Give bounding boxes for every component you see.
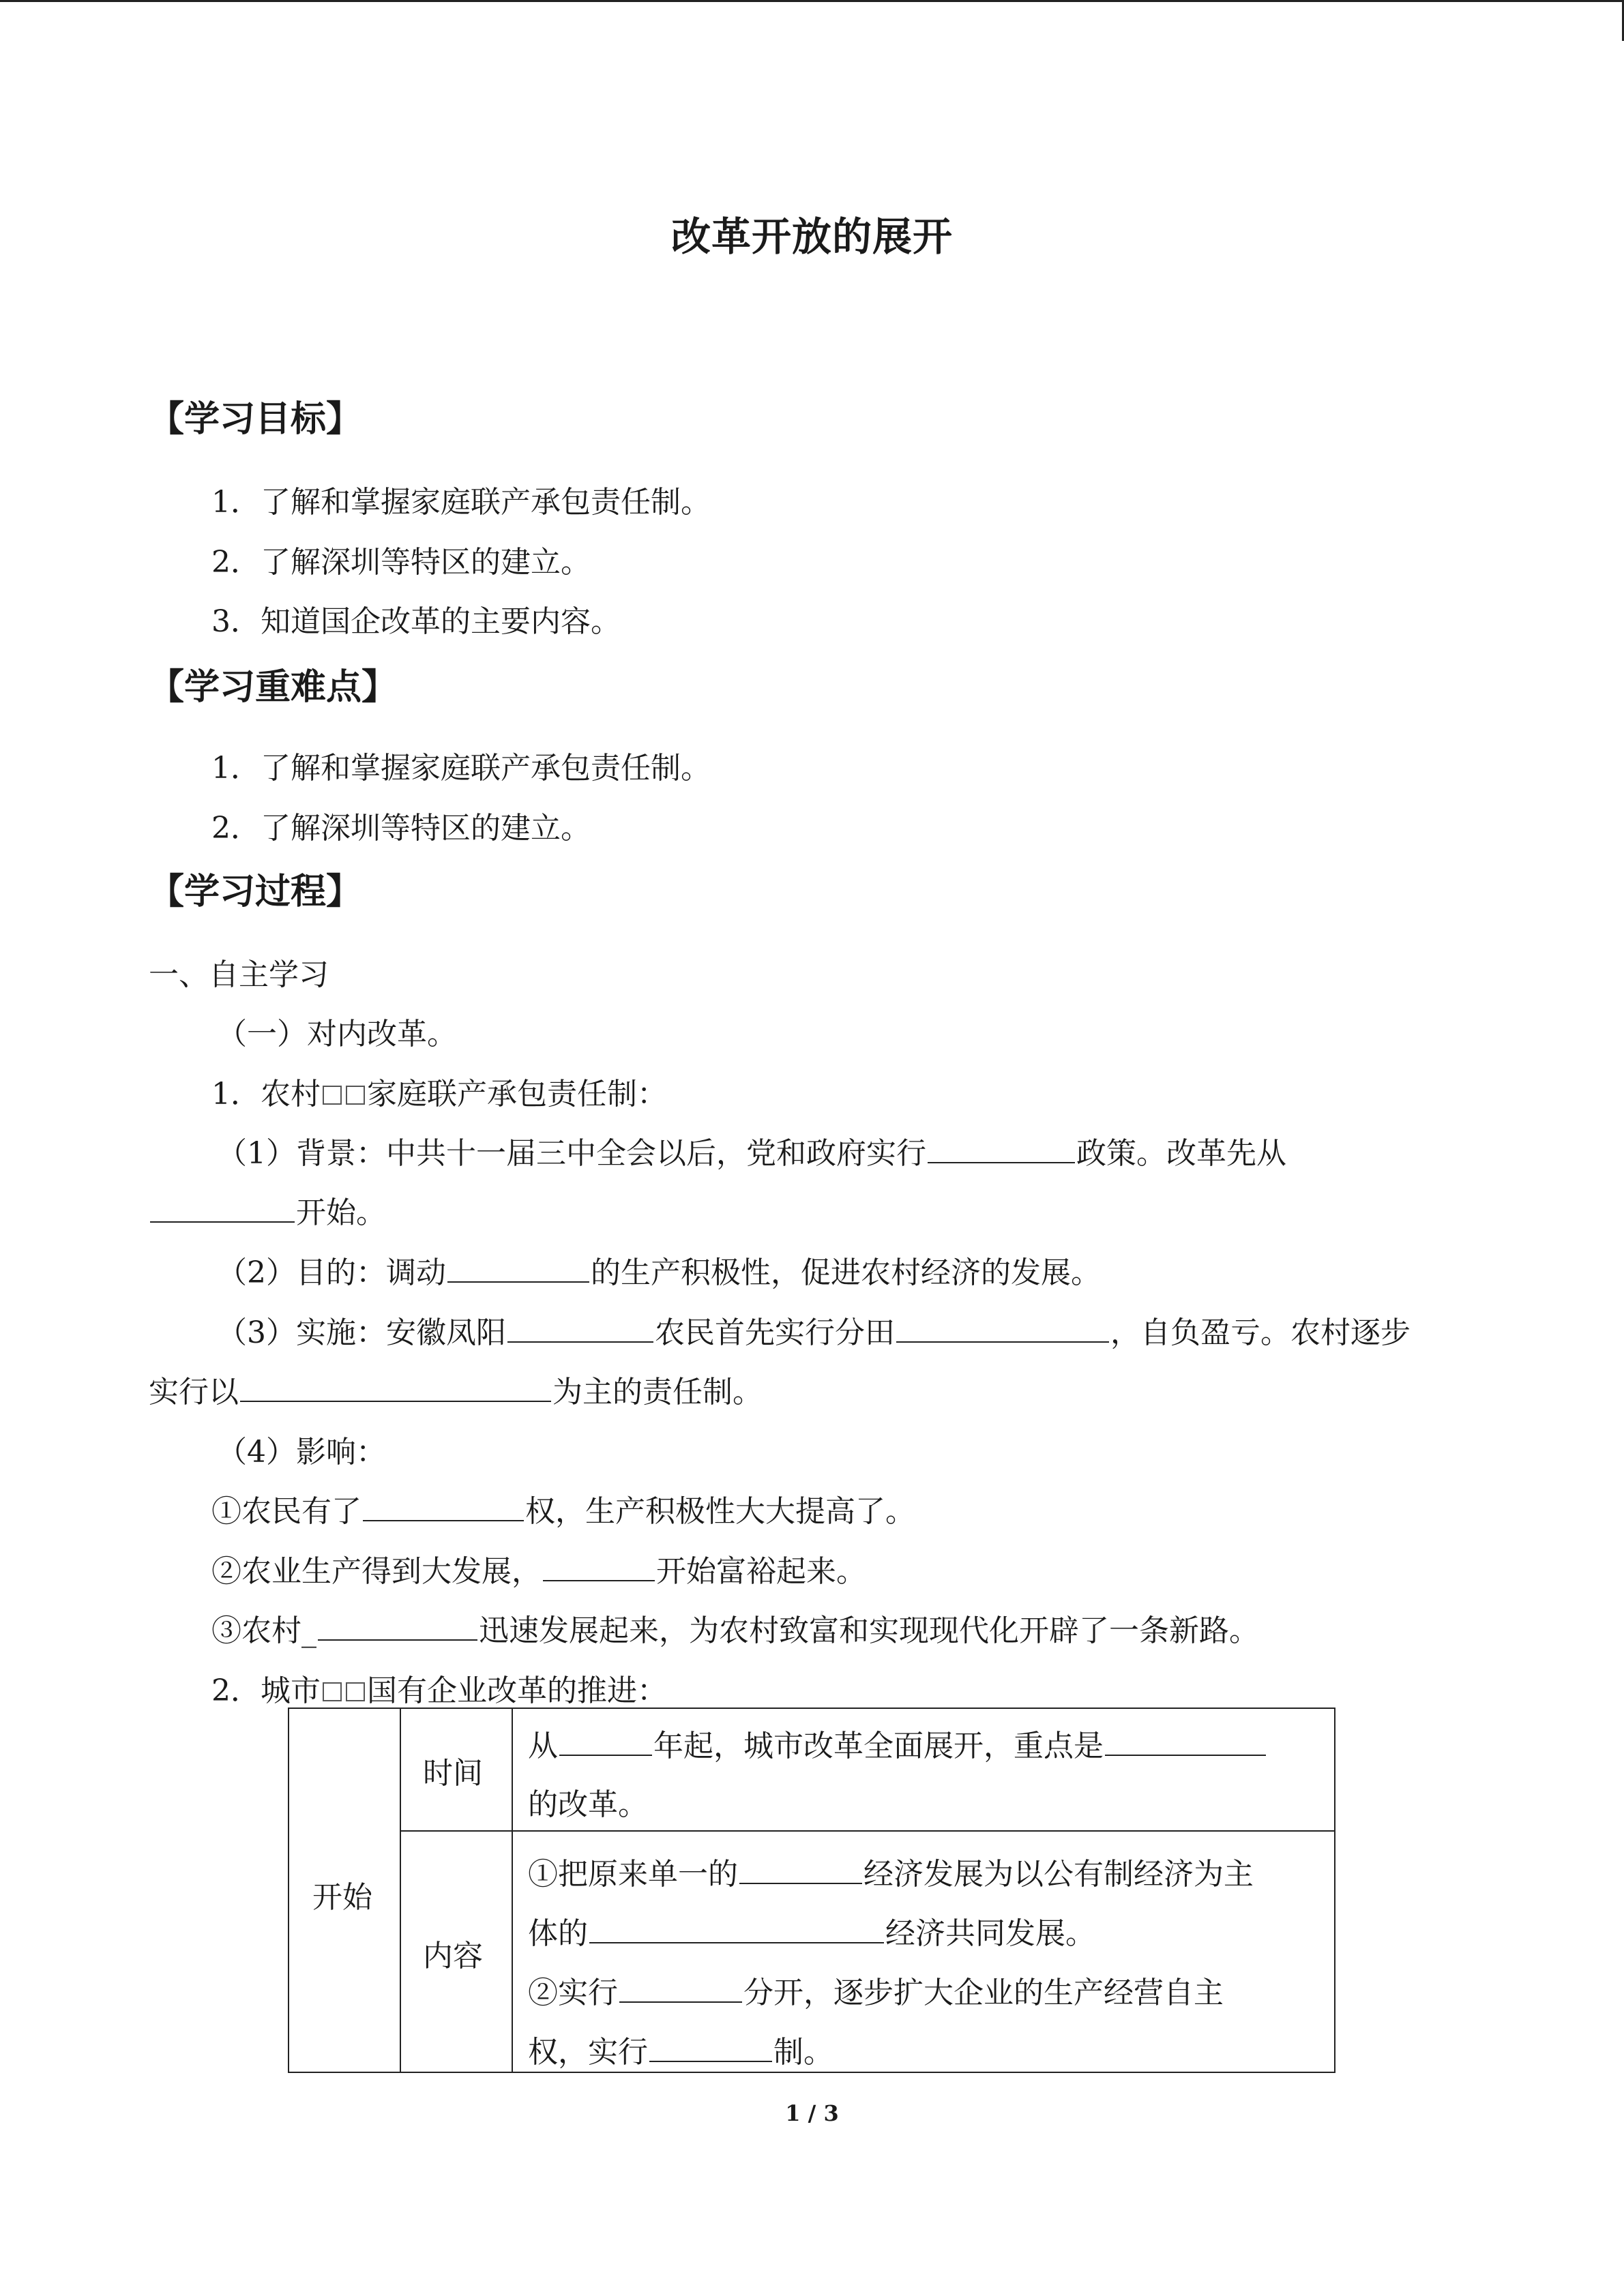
table-divider xyxy=(400,1830,1334,1832)
implementation-text-b: 农民首先实行分田 xyxy=(655,1315,895,1350)
table-content-line-2 xyxy=(528,1909,1095,1952)
table-content-text-g: 权，实行 xyxy=(528,2035,648,2070)
implementation-line xyxy=(217,1308,1411,1352)
goal-item-3: 3．知道国企改革的主要内容。 xyxy=(211,604,621,639)
table-content-text-d: 经济共同发展。 xyxy=(885,1916,1095,1951)
fill-blank[interactable] xyxy=(619,2001,742,2003)
effect-3-line xyxy=(211,1606,1259,1650)
fill-blank[interactable] xyxy=(150,1221,295,1223)
table-content-line-4 xyxy=(528,2027,833,2071)
item-urban-reform xyxy=(211,1666,667,1710)
item-rural-prefix: 1．农村 xyxy=(211,1077,321,1112)
background-line-2 xyxy=(149,1188,386,1232)
fill-blank[interactable] xyxy=(543,1579,655,1581)
sub-internal-reform: （一）对内改革。 xyxy=(217,1017,457,1052)
fill-blank[interactable] xyxy=(739,1882,862,1884)
goals-heading: 【学习目标】 xyxy=(149,398,362,440)
fill-blank[interactable] xyxy=(447,1281,589,1283)
effect-1-text-a: ①农民有了 xyxy=(211,1494,361,1529)
reform-table xyxy=(288,1708,1335,2073)
background-text-c: 开始。 xyxy=(296,1195,386,1230)
item-urban-prefix: 2．城市 xyxy=(211,1673,321,1708)
table-time-label: 时间 xyxy=(423,1756,483,1791)
process-heading: 【学习过程】 xyxy=(149,871,362,912)
fill-blank[interactable] xyxy=(589,1941,884,1943)
background-text-b: 政策。改革先从 xyxy=(1076,1136,1286,1171)
table-content-text-e: ②实行 xyxy=(528,1976,618,2010)
implementation-line-2 xyxy=(149,1367,763,1411)
item-rural-suffix: 家庭联产承包责任制： xyxy=(367,1077,667,1112)
purpose-text-a: （2）目的：调动 xyxy=(217,1255,446,1290)
implementation-text-a: （3）实施：安徽凤阳 xyxy=(217,1315,506,1350)
table-time-text-b: 年起，城市改革全面展开，重点是 xyxy=(653,1729,1104,1763)
fill-blank[interactable] xyxy=(559,1754,652,1756)
table-time-line-1 xyxy=(528,1721,1267,1765)
effect-2-text-a: ②农业生产得到大发展， xyxy=(211,1554,542,1589)
background-text-a: （1）背景：中共十一届三中全会以后，党和政府实行 xyxy=(217,1136,926,1171)
goal-item-1: 1．了解和掌握家庭联产承包责任制。 xyxy=(211,485,711,520)
purpose-line xyxy=(217,1248,1101,1292)
missing-char-box xyxy=(323,1682,342,1701)
missing-char-box xyxy=(346,1682,365,1701)
table-content-text-a: ①把原来单一的 xyxy=(528,1857,738,1892)
table-time-text-a: 从 xyxy=(528,1729,558,1763)
effect-2-line xyxy=(211,1547,866,1590)
table-content-line-3 xyxy=(528,1968,1224,2012)
effect-1-text-b: 权，生产积极性大大提高了。 xyxy=(525,1494,915,1529)
fill-blank[interactable] xyxy=(928,1161,1075,1163)
section-self-study: 一、自主学习 xyxy=(149,957,329,992)
table-divider xyxy=(400,1709,401,2072)
page-top-border xyxy=(0,0,1624,2)
keypoint-item-2: 2．了解深圳等特区的建立。 xyxy=(211,811,591,846)
table-row-header: 开始 xyxy=(312,1880,372,1915)
page-number: 1 / 3 xyxy=(785,2100,839,2126)
effect-3-text-b: 迅速发展起来，为农村致富和实现现代化开辟了一条新路。 xyxy=(479,1613,1259,1648)
background-line xyxy=(217,1129,1286,1172)
fill-blank[interactable] xyxy=(240,1400,551,1402)
table-divider xyxy=(512,1709,513,2072)
effect-2-text-b: 开始富裕起来。 xyxy=(656,1554,866,1589)
table-content-line-1 xyxy=(528,1849,1254,1893)
implementation-text-e: 为主的责任制。 xyxy=(552,1375,763,1410)
fill-blank[interactable] xyxy=(649,2060,772,2062)
table-content-text-f: 分开，逐步扩大企业的生产经营自主 xyxy=(743,1976,1224,2010)
table-content-text-b: 经济发展为以公有制经济为主 xyxy=(863,1857,1254,1892)
missing-char-box xyxy=(323,1086,342,1105)
keypoint-item-1: 1．了解和掌握家庭联产承包责任制。 xyxy=(211,751,711,786)
implementation-text-d: 实行以 xyxy=(149,1375,239,1410)
goal-item-2: 2．了解深圳等特区的建立。 xyxy=(211,545,591,580)
item-urban-suffix: 国有企业改革的推进： xyxy=(367,1673,667,1708)
effect-1-line xyxy=(211,1487,915,1530)
table-content-text-c: 体的 xyxy=(528,1916,588,1951)
table-time-line-2: 的改革。 xyxy=(528,1787,648,1822)
fill-blank[interactable] xyxy=(363,1519,524,1521)
fill-blank[interactable] xyxy=(896,1341,1109,1343)
table-content-text-h: 制。 xyxy=(773,2035,833,2070)
effect-3-text-a: ③农村_ xyxy=(211,1613,316,1648)
purpose-text-b: 的生产积极性，促进农村经济的发展。 xyxy=(591,1255,1101,1290)
fill-blank[interactable] xyxy=(1105,1754,1266,1756)
fill-blank[interactable] xyxy=(507,1341,653,1343)
missing-char-box xyxy=(346,1086,365,1105)
fill-blank[interactable] xyxy=(318,1639,477,1641)
item-rural-reform xyxy=(211,1069,667,1113)
effect-line: （4）影响： xyxy=(217,1435,386,1470)
document-title: 改革开放的展开 xyxy=(670,213,953,260)
table-content-label: 内容 xyxy=(423,1939,483,1973)
implementation-text-c: ，自负盈亏。农村逐步 xyxy=(1110,1315,1411,1350)
keypoints-heading: 【学习重难点】 xyxy=(149,666,398,708)
